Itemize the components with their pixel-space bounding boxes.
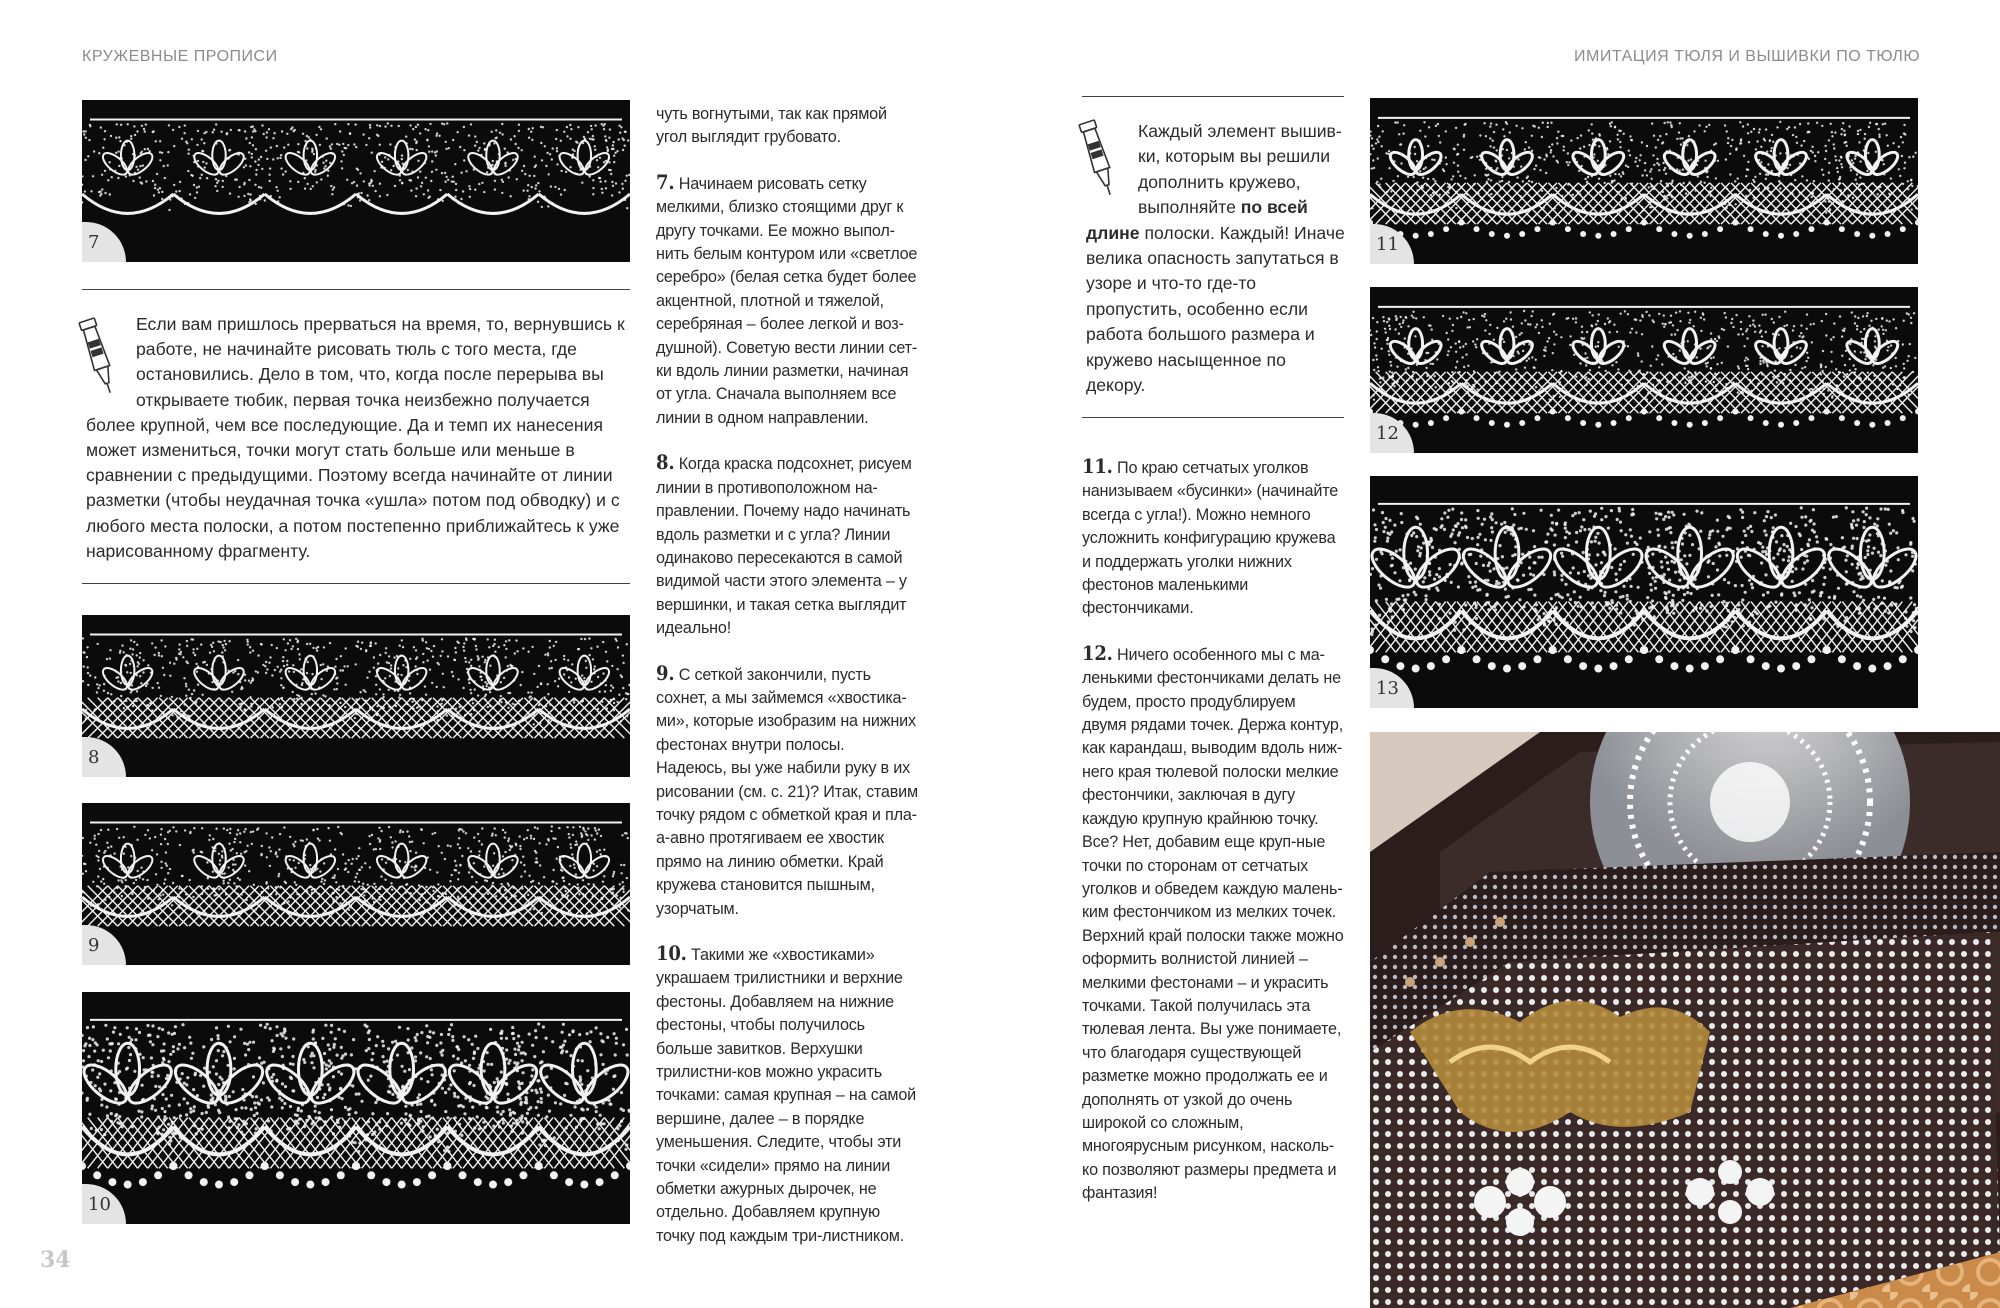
figure-11-lace-panel [1370, 98, 1918, 264]
figure-10-label: 10 [82, 1184, 126, 1224]
tip-left-text [86, 312, 626, 564]
running-head-right: ИМИТАЦИЯ ТЮЛЯ И ВЫШИВКИ ПО ТЮЛЮ [1574, 48, 1920, 65]
p9-lace-drawing [82, 803, 630, 965]
figure-10-lace-panel [82, 992, 630, 1224]
lace-box-photo [1370, 732, 2000, 1308]
step-12: 12. Ничего особенного мы с ма-ленькими фестончиками делать не будем, просто продублируем двумя рядами точек. Держа контур, как карандаш, выводим вдоль ниж-него края тюлевой полоски мелкие фестончики, заключая в дугу каждую крупную крайнюю точку. Все? Нет, добавим еще круп-ные точки по сторонам от сетчатых уголков и обведем каждую малень-ким фестончиком из мелких точек. Верхний край полоски также можно оформить волнистой линией – мелкими фестонами – и украсить точками. Такой получилась эта тюлевая лента. Вы уже понимаете, что благодаря существующей разметке можно продолжать ее и дополнять от узкой до очень широкой со сложным, многоярусным рисунком, насколь-ко позволяют размеры предмета и фантазия! [1082, 640, 1344, 1203]
figure-8-lace-panel [82, 615, 630, 777]
divider-top-left [82, 289, 630, 290]
p7-lace-drawing [82, 100, 630, 262]
p11-lace-drawing [1370, 98, 1918, 264]
tip-left-body: Если вам пришлось прерваться на время, то, вернувшись к работе, не начинайте рисовать тюль с того места, где остановились. Дело в том, что, когда после перерыва вы открываете тюбик, первая точка неизбежно получается более крупной, чем все последующие. Да и темп их нанесения может измениться, точки могут стать больше или меньше в сравнении с предыдущими. Поэтому всегда начинайте от линии разметки (чтобы неудачная точка «ушла» потом под обводку) и с любого места полоски, а потом постепенно приближайтесь к уже нарисованному фрагменту. [86, 314, 625, 561]
running-head-left: КРУЖЕВНЫЕ ПРОПИСИ [82, 48, 278, 65]
figure-13-lace-panel [1370, 476, 1918, 708]
step-10: 10. Такими же «хвостиками» украшаем трилистники и верхние фестоны. Добавляем на нижние фестоны, чтобы получилось больше завитков. Верхушки трилистни-ков можно украсить точками: самая крупная – на самой вершине, далее – в порядке уменьшения. Следите, чтобы эти точки «сидели» прямо на линии обметки ажурных дырочек, не отдельно. Добавляем крупную точку под каждым три-листником. [656, 941, 916, 1245]
figure-13-label: 13 [1370, 668, 1414, 708]
divider-bottom-left [82, 583, 630, 584]
figure-9-label: 9 [82, 925, 126, 965]
tip-right-text: Каждый элемент вышив-ки, которым вы решили дополнить кружево, выполняйте по всей длине полоски. Каждый! Иначе велика опасность запутаться в узоре и что-то где-то пропустить, особенно если работа большого размера и кружево насыщенное по декору. [1086, 121, 1345, 396]
divider-tip-right-bottom [1082, 417, 1344, 418]
step-9: 9. С сеткой закончили, пусть сохнет, а мы займемся «хвостика-ми», которые изобразим на нижних фестонах внутри полосы. Надеюсь, вы уже набили руку в их рисовании (см. с. 21)? Итак, ставим точку рядом с обметкой края и пла-а-авно протягиваем ее хвостик прямо на линию обметки. Край кружева становится пышным, узорчатым. [656, 660, 918, 918]
step-8: 8. Когда краска подсохнет, рисуем линии в противоположном на-правлении. Почему надо начинать вдоль разметки и с угла? Линии одинаково пересекаются в самой видимой части этого элемента – у вершинки, и такая сетка выглядит идеально! [656, 450, 912, 638]
step-7: 7. Начинаем рисовать сетку мелкими, близко стоящими друг к другу точками. Ее можно выпол-нить белым контуром или «светлое серебро» (белая сетка будет более акцентной, плотной и тяжелой, серебряная – более легкой и воз-душной). Советую вести линии сет-ки вдоль линии разметки, начиная от угла. Сначала выполняем все линии в одном направлении. [656, 169, 918, 427]
figure-8-label: 8 [82, 737, 126, 777]
figure-12-label: 12 [1370, 413, 1414, 453]
figure-7-lace-panel [82, 100, 630, 262]
p13-lace-drawing [1370, 476, 1918, 708]
figure-11-label: 11 [1370, 224, 1414, 264]
step-6-continuation: чуть вогнутыми, так как прямой угол выглядит грубовато. [656, 105, 887, 147]
figure-12-lace-panel [1370, 287, 1918, 453]
tip-right-emphasis: по всей длине [1086, 197, 1308, 243]
page-number: 34 [40, 1247, 71, 1273]
p8-lace-drawing [82, 615, 630, 777]
p12-lace-drawing [1370, 287, 1918, 453]
step-11: 11. По краю сетчатых уголков нанизываем «бусинки» (начинайте всегда с угла!). Можно немного усложнить конфигурацию кружева и поддержать уголки нижних фестонов маленькими фестончиками. [1082, 454, 1339, 618]
steps-column-left [656, 103, 918, 1269]
divider-tip-right-top [1082, 96, 1344, 97]
p10-lace-drawing [82, 992, 630, 1224]
figure-7-label: 7 [82, 222, 126, 262]
lace-box-photo-illustration [1370, 732, 2000, 1308]
steps-column-right [1082, 455, 1344, 1227]
figure-9-lace-panel [82, 803, 630, 965]
